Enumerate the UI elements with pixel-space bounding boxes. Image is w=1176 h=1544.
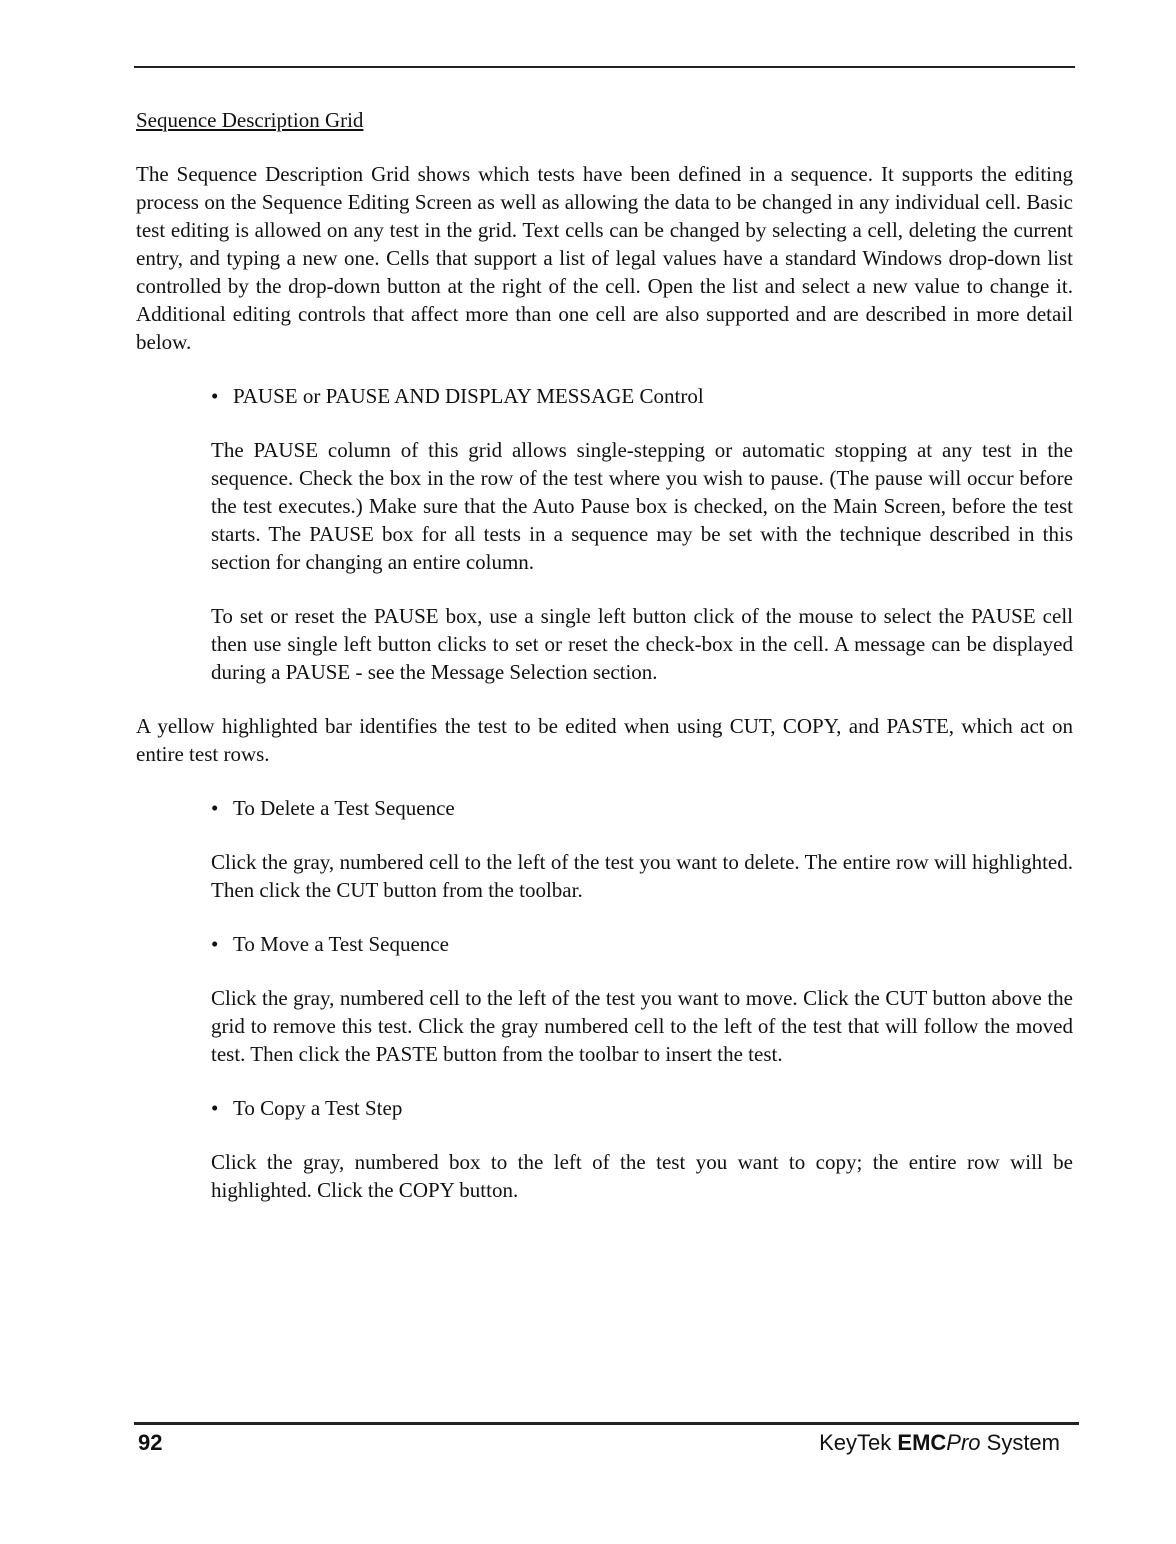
brand-italic: Pro	[946, 1430, 981, 1455]
bullet-icon: •	[211, 384, 219, 408]
move-bullet-text: To Move a Test Sequence	[233, 932, 449, 956]
delete-bullet-text: To Delete a Test Sequence	[233, 796, 455, 820]
bullet-icon: •	[211, 796, 219, 820]
delete-paragraph: Click the gray, numbered cell to the left of the test you want to delete. The entire row will highlighted. Then click the CUT button from the toolbar.	[211, 850, 1073, 902]
pause-paragraph-1: The PAUSE column of this grid allows single-stepping or automatic stopping at any test in the sequence. Check the box in the row of the test where you wish to pause. (The pause will occur before the test executes.) Make sure that the Auto Pause box is checked, on the Main Screen, before the test starts. The PAUSE box for all tests in a sequence may be set with the technique described in this section for changing an entire column.	[211, 438, 1073, 574]
section-heading: Sequence Description Grid	[136, 108, 364, 132]
bullet-icon: •	[211, 932, 219, 956]
copy-bullet	[211, 1094, 1073, 1122]
copy-bullet-text: To Copy a Test Step	[233, 1096, 403, 1120]
intro-paragraph: The Sequence Description Grid shows which tests have been defined in a sequence. It supports the editing process on the Sequence Editing Screen as well as allowing the data to be changed in any individual cell. Basic test editing is allowed on any test in the grid. Text cells can be changed by selecting a cell, deleting the current entry, and typing a new one. Cells that support a list of legal values have a standard Windows drop-down list controlled by the drop-down button at the right of the cell. Open the list and select a new value to change it. Additional editing controls that affect more than one cell are also supported and are described in more detail below.	[136, 162, 1073, 354]
pause-bullet	[211, 382, 1073, 410]
highlight-paragraph: A yellow highlighted bar identifies the test to be edited when using CUT, COPY, and PASTE, which act on entire test rows.	[136, 714, 1073, 766]
bullet-icon: •	[211, 1096, 219, 1120]
pause-bullet-text: PAUSE or PAUSE AND DISPLAY MESSAGE Control	[233, 384, 704, 408]
move-bullet	[211, 930, 1073, 958]
brand-suffix: System	[980, 1430, 1060, 1455]
brand-bold: EMC	[897, 1430, 947, 1455]
brand-prefix: KeyTek	[819, 1430, 898, 1455]
delete-bullet	[211, 794, 1073, 822]
footer-brand	[819, 1430, 1060, 1456]
copy-paragraph: Click the gray, numbered box to the left of the test you want to copy; the entire row will be highlighted. Click the COPY button.	[211, 1150, 1073, 1202]
pause-paragraph-2: To set or reset the PAUSE box, use a single left button click of the mouse to select the PAUSE cell then use single left button clicks to set or reset the check-box in the cell. A message can be displayed during a PAUSE - see the Message Selection section.	[211, 604, 1073, 684]
bottom-rule	[134, 1422, 1079, 1425]
move-paragraph: Click the gray, numbered cell to the left of the test you want to move. Click the CUT button above the grid to remove this test. Click the gray numbered cell to the left of the test that will follow the moved test. Then click the PASTE button from the toolbar to insert the test.	[211, 986, 1073, 1066]
top-rule	[134, 66, 1075, 68]
page-content	[136, 106, 1073, 1204]
page-number: 92	[138, 1430, 163, 1455]
